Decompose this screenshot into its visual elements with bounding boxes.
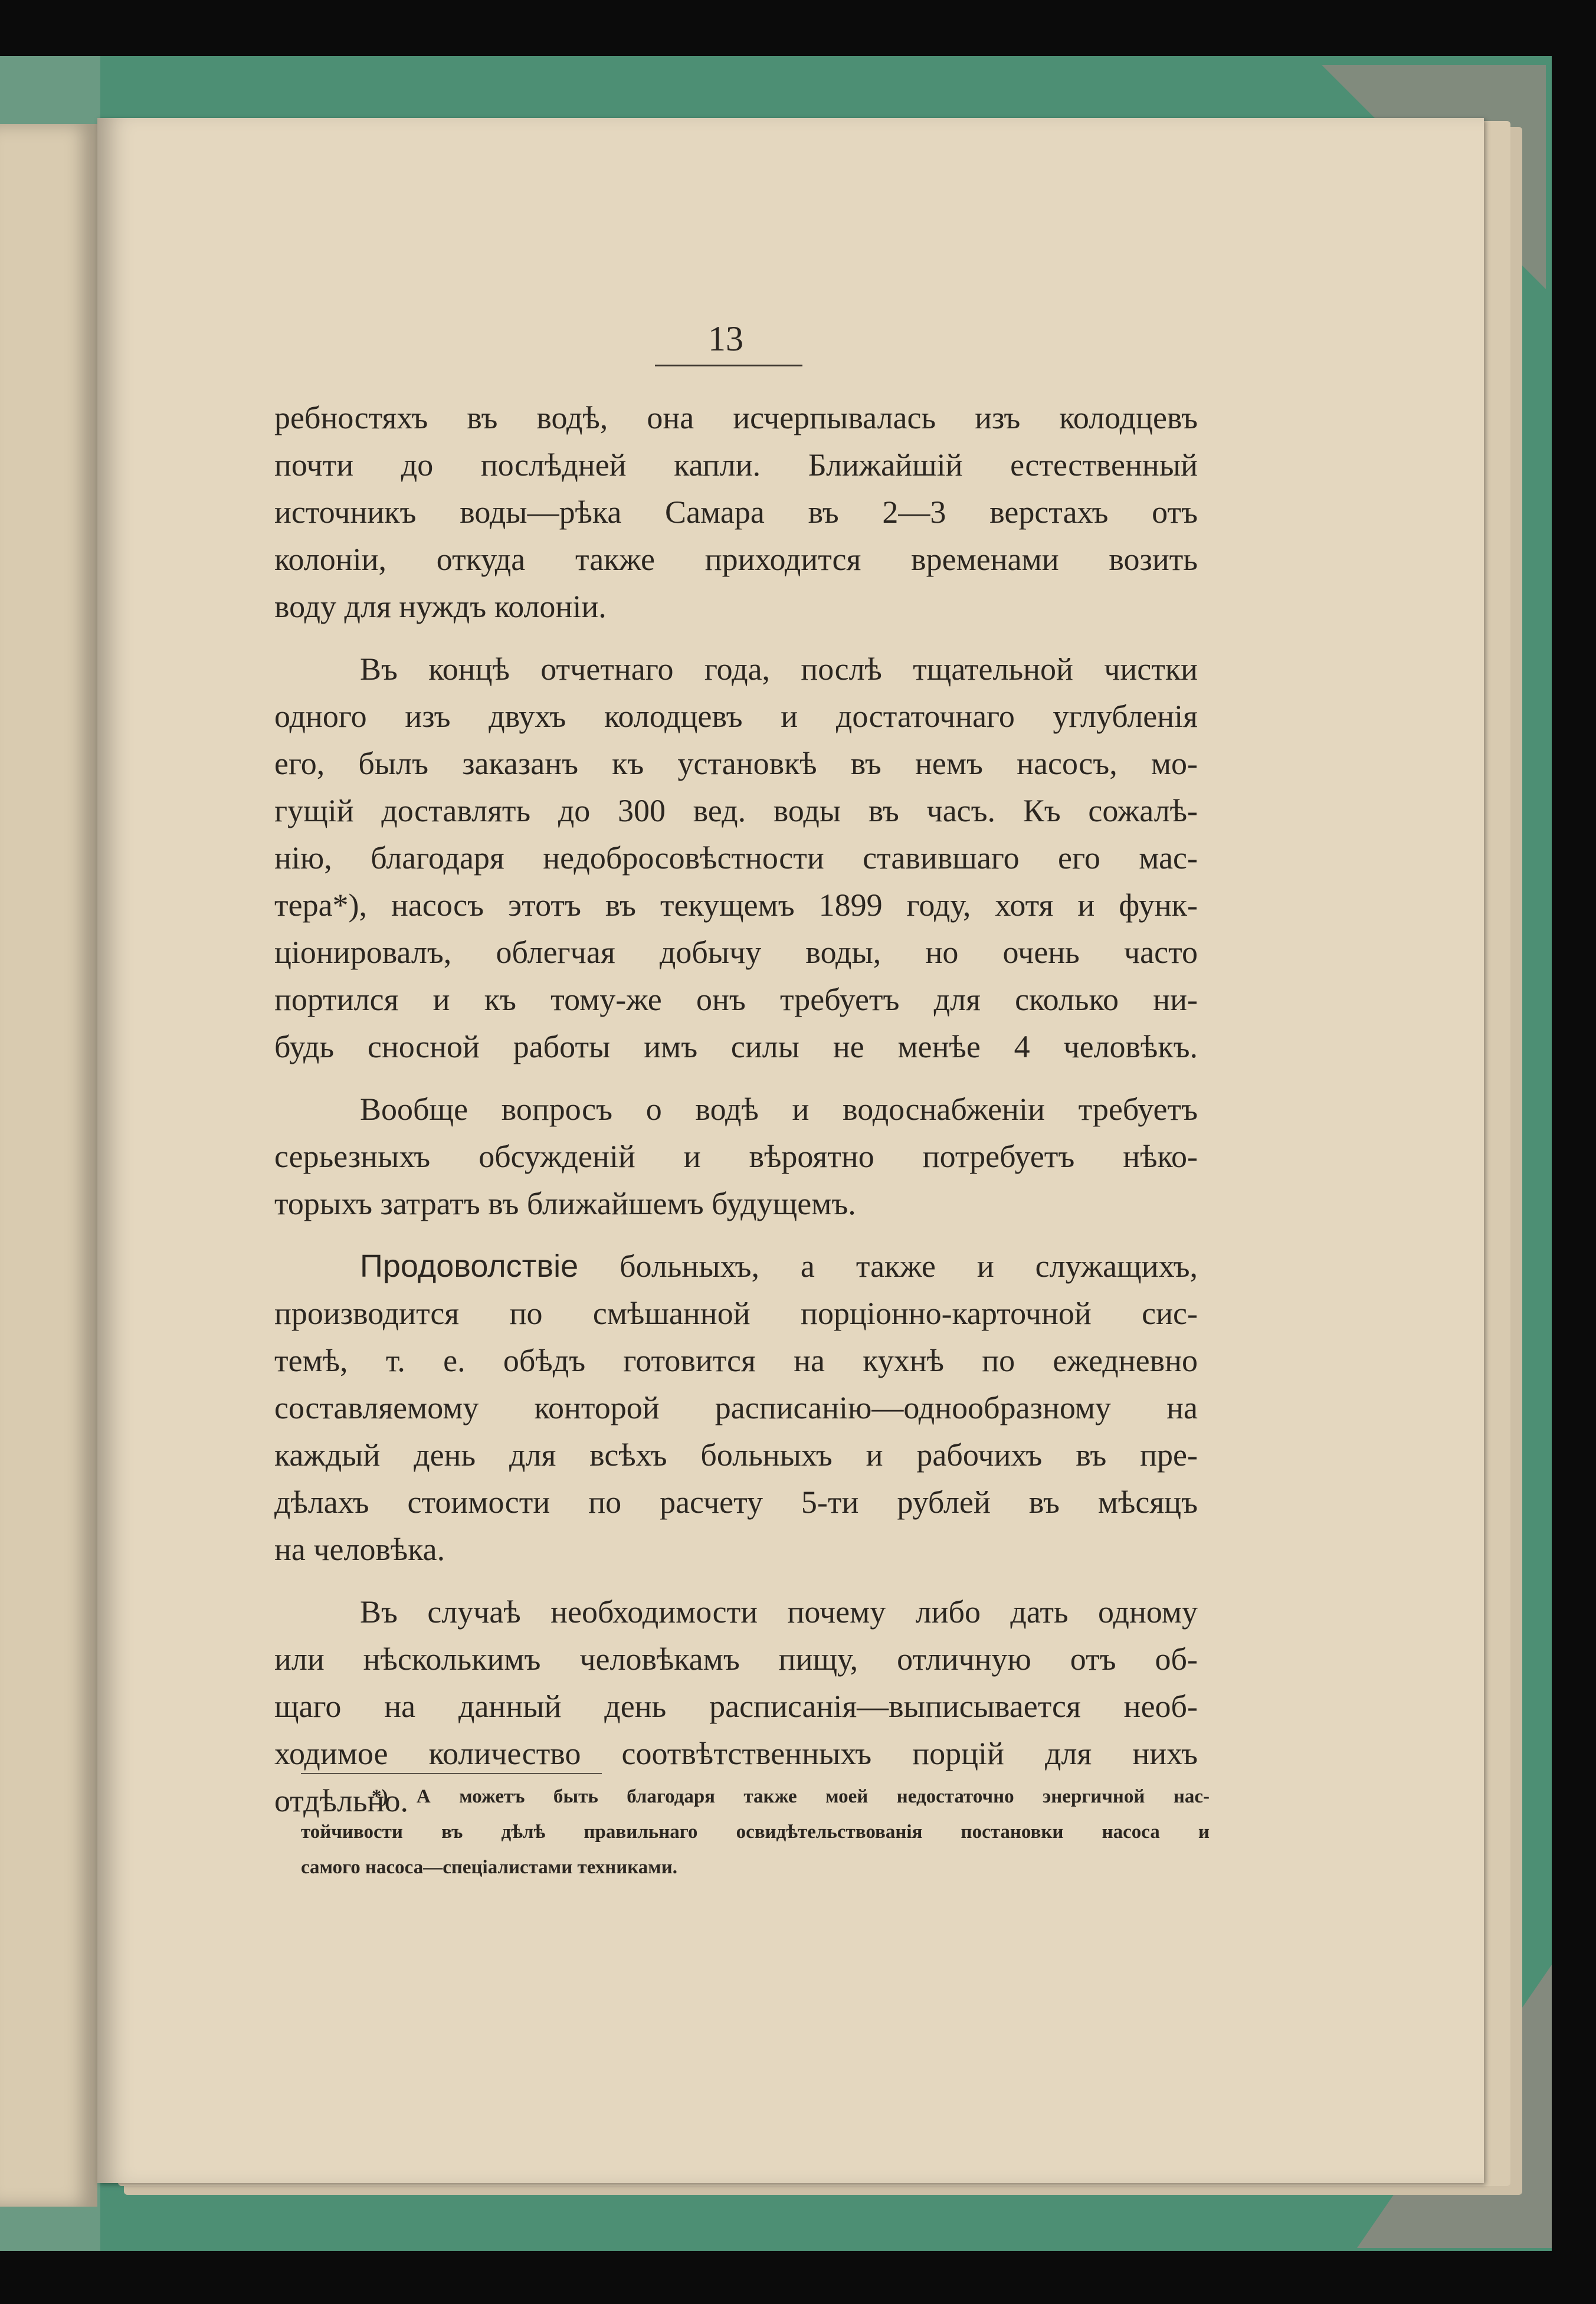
footnote-line: тойчивости въ дѣлѣ правильнаго освидѣтельствованія постановки насоса и xyxy=(301,1821,1210,1843)
text-line: гущій доставлять до 300 вед. воды въ часъ. Къ сожалѣ- xyxy=(274,793,1198,828)
text-line: почти до послѣдней капли. Ближайшій естественный xyxy=(274,447,1198,483)
page-number: 13 xyxy=(708,319,743,358)
text-line: Вообще вопросъ о водѣ и водоснабженіи требуетъ xyxy=(360,1092,1198,1127)
text-line: портился и къ тому-же онъ требуетъ для сколько ни- xyxy=(274,982,1198,1017)
footnote-line: *) А можетъ быть благодаря также моей недостаточно энергичной нас- xyxy=(372,1786,1210,1807)
text-line: щаго на данный день расписанія—выписывается необ- xyxy=(274,1689,1198,1724)
text-line: торыхъ затратъ въ ближайшемъ будущемъ. xyxy=(274,1186,856,1221)
text-line: нію, благодаря недобросовѣстности ставившаго его мас- xyxy=(274,840,1198,876)
text-line: воду для нуждъ колоніи. xyxy=(274,589,607,624)
text-line: составляемому конторой расписанію—однообразному на xyxy=(274,1390,1198,1425)
text-line: производится по смѣшанной порціонно-карточной сис- xyxy=(274,1296,1198,1331)
text-line: дѣлахъ стоимости по расчету 5-ти рублей въ мѣсяцъ xyxy=(274,1484,1198,1520)
footnote-rule xyxy=(301,1773,602,1774)
text-line: тера*), насосъ этотъ въ текущемъ 1899 году, хотя и функ- xyxy=(274,887,1198,923)
section-lead-word: Продоволствіе xyxy=(360,1248,579,1284)
facing-page-left xyxy=(0,124,97,2207)
text-line: Въ концѣ отчетнаго года, послѣ тщательной чистки xyxy=(360,651,1198,687)
text-line: серьезныхъ обсужденій и вѣроятно потребуетъ нѣко- xyxy=(274,1139,1198,1174)
text-line: его, былъ заказанъ къ установкѣ въ немъ насосъ, мо- xyxy=(274,746,1198,781)
footnote-line: самого насоса—спеціалистами техниками. xyxy=(301,1857,678,1878)
text-line: будь сносной работы имъ силы не менѣе 4 человѣкъ. xyxy=(274,1029,1198,1064)
text-line xyxy=(274,1243,1198,1290)
text-line: на человѣка. xyxy=(274,1532,445,1567)
text-line: ребностяхъ въ водѣ, она исчерпывалась изъ колодцевъ xyxy=(274,400,1198,435)
text-line: источникъ воды—рѣка Самара въ 2—3 верстахъ отъ xyxy=(274,494,1198,530)
text-line: Въ случаѣ необходимости почему либо дать одному xyxy=(360,1594,1198,1630)
footnote xyxy=(301,1779,1210,1885)
text-line: ходимое количество соотвѣтственныхъ порцій для нихъ xyxy=(274,1736,1198,1771)
text-line: одного изъ двухъ колодцевъ и достаточнаго углубленія xyxy=(274,699,1198,734)
body-text xyxy=(274,394,1198,1824)
text-line: темѣ, т. е. обѣдъ готовится на кухнѣ по ежедневно xyxy=(274,1343,1198,1378)
text-line: отдѣльно. xyxy=(274,1783,408,1818)
text-line: или нѣсколькимъ человѣкамъ пищу, отличную отъ об- xyxy=(274,1641,1198,1677)
page-number-rule xyxy=(655,365,802,366)
text-line-rest: больныхъ, а также и служащихъ, xyxy=(578,1248,1198,1284)
text-line: колоніи, откуда также приходится временами возить xyxy=(274,542,1198,577)
text-line: ціонировалъ, облегчая добычу воды, но очень часто xyxy=(274,935,1198,970)
text-line: каждый день для всѣхъ больныхъ и рабочихъ въ пре- xyxy=(274,1437,1198,1473)
